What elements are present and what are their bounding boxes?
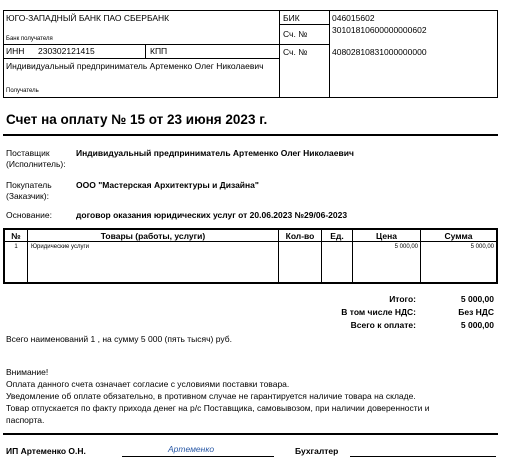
bik-label: БИК bbox=[283, 13, 300, 23]
row-price: 5 000,00 bbox=[394, 244, 418, 250]
vat-label: В том числе НДС: bbox=[341, 307, 416, 317]
account-label: Сч. № bbox=[283, 47, 308, 57]
bank-name: ЮГО-ЗАПАДНЫЙ БАНК ПАО СБЕРБАНК bbox=[6, 13, 170, 23]
supplier-value: Индивидуальный предприниматель Артеменко Олег Николаевич bbox=[76, 148, 354, 158]
col-header-qty: Кол-во bbox=[285, 231, 315, 241]
basis-value: договор оказания юридических услуг от 20.06.2023 №29/06-2023 bbox=[76, 210, 348, 220]
col-header-num: № bbox=[11, 231, 21, 241]
pay-label: Всего к оплате: bbox=[350, 320, 416, 330]
bik-value: 046015602 bbox=[332, 13, 375, 23]
notes-attention: Внимание! bbox=[6, 367, 49, 377]
recipient-label: Получатель bbox=[6, 88, 39, 94]
recipient-name: Индивидуальный предприниматель Артеменко Олег Николаевич bbox=[6, 61, 264, 71]
supplier-label: Поставщик (Исполнитель): bbox=[6, 148, 66, 169]
col-header-sum: Сумма bbox=[444, 231, 473, 241]
invoice-title: Счет на оплату № 15 от 23 июня 2023 г. bbox=[6, 112, 268, 127]
signature-left-sign: Артеменко bbox=[168, 444, 215, 454]
corr-account-value: 30101810600000000602 bbox=[332, 25, 427, 35]
notes-line-4: паспорта. bbox=[6, 415, 45, 425]
notes-line-3: Товар отпускается по факту прихода денег на р/с Поставщика, самовывозом, при наличии доверенности и bbox=[6, 403, 430, 413]
total-label: Итого: bbox=[389, 294, 416, 304]
pay-value: 5 000,00 bbox=[460, 320, 494, 330]
vat-value: Без НДС bbox=[458, 307, 494, 317]
inn-label: ИНН bbox=[6, 46, 25, 56]
buyer-value: ООО "Мастерская Архитектуры и Дизайна" bbox=[76, 180, 259, 190]
col-header-unit: Ед. bbox=[330, 231, 344, 241]
account-value: 40802810831000000000 bbox=[332, 47, 427, 57]
corr-account-label: Сч. № bbox=[283, 29, 308, 39]
notes-line-2: Уведомление об оплате обязательно, в противном случае не гарантируется наличие товара на складе. bbox=[6, 391, 416, 401]
kpp-label: КПП bbox=[150, 46, 168, 56]
bank-label: Банк получателя bbox=[6, 36, 53, 42]
inn-value: 230302121415 bbox=[38, 46, 95, 56]
basis-label: Основание: bbox=[6, 210, 52, 220]
signature-left-label: ИП Артеменко О.Н. bbox=[6, 446, 86, 456]
summary-text: Всего наименований 1 , на сумму 5 000 (пять тысяч) руб. bbox=[6, 334, 232, 344]
notes-line-1: Оплата данного счета означает согласие с условиями поставки товара. bbox=[6, 379, 290, 389]
col-header-goods: Товары (работы, услуги) bbox=[100, 231, 206, 241]
buyer-label: Покупатель (Заказчик): bbox=[6, 180, 52, 201]
row-name: Юридические услуги bbox=[31, 244, 90, 250]
signature-right-label: Бухгалтер bbox=[295, 446, 339, 456]
row-num: 1 bbox=[14, 244, 18, 250]
row-sum: 5 000,00 bbox=[470, 244, 494, 250]
col-header-price: Цена bbox=[376, 231, 397, 241]
total-value: 5 000,00 bbox=[460, 294, 494, 304]
